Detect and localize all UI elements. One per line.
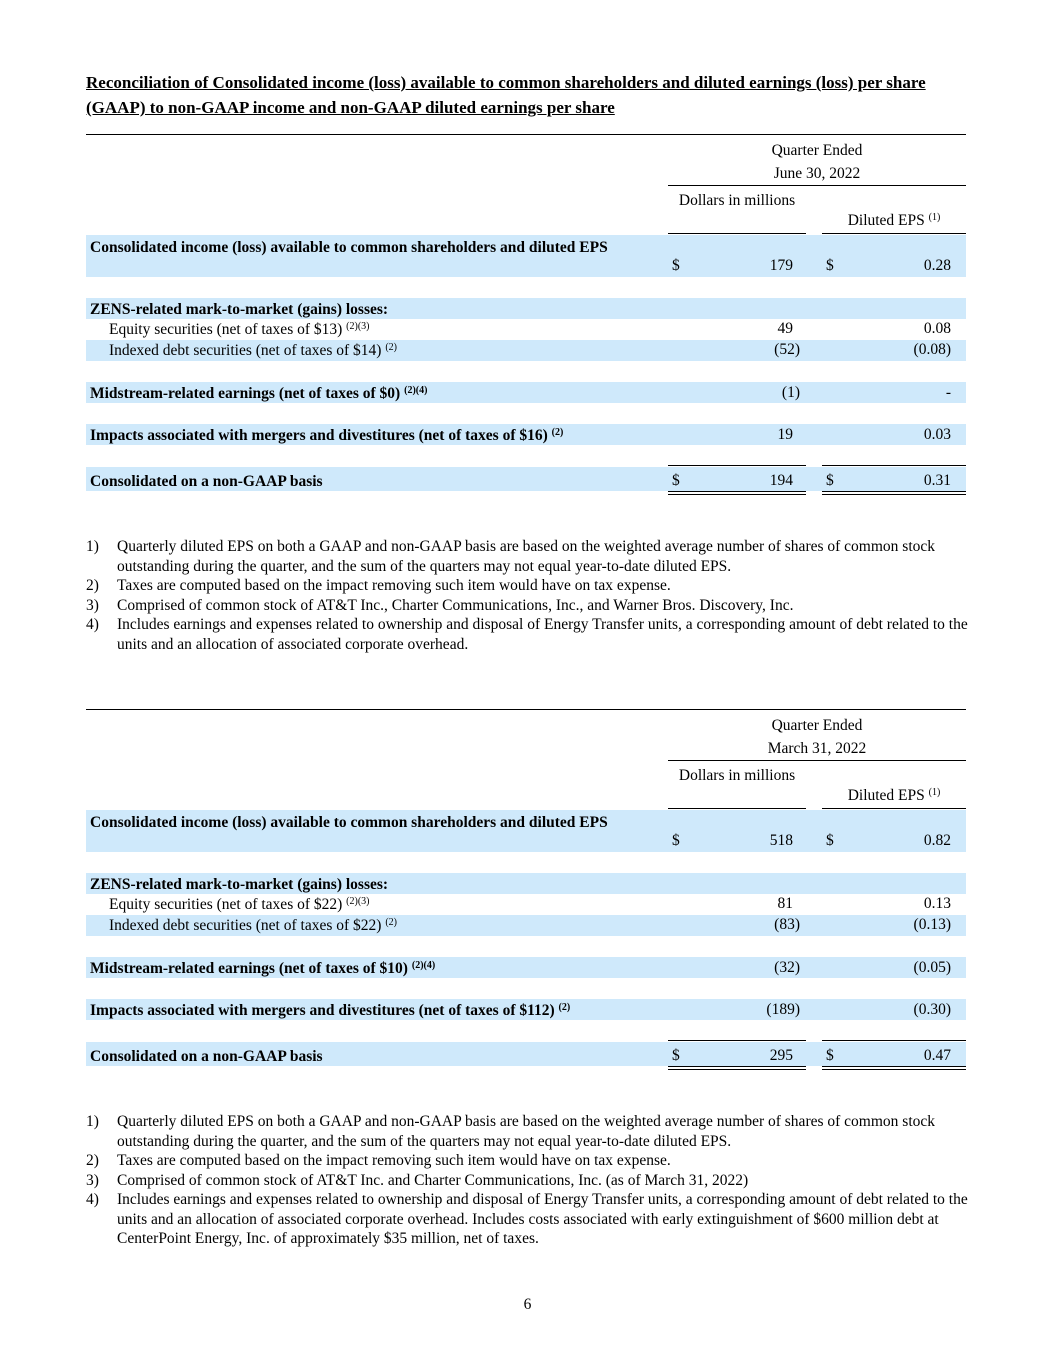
currency-symbol: $ xyxy=(672,832,680,849)
currency-symbol: $ xyxy=(826,1047,834,1064)
table-top-rule xyxy=(86,134,966,135)
footnote: 1) Quarterly diluted EPS on both a GAAP and non-GAAP basis are based on the weighted average number of shares of common stock outstanding during the quarter, and the sum of the quarters may not equal year-to-date diluted EPS. xyxy=(86,1113,936,1150)
col-dollars-header: Dollars in millions xyxy=(678,192,796,209)
footnote: 3) Comprised of common stock of AT&T Inc., Charter Communications, Inc., and Warner Bros. Discovery, Inc. xyxy=(86,596,794,614)
col-eps-header: Diluted EPS $^{(1)}$ xyxy=(847,787,941,804)
midstream-dollars: (1) xyxy=(781,384,800,401)
col-eps-header: Diluted EPS $^{(1)}$ xyxy=(847,212,941,229)
indexed-debt-eps: (0.08) xyxy=(913,341,951,358)
period-label: Quarter Ended xyxy=(771,142,863,159)
footnote: 4) Includes earnings and expenses related to ownership and disposal of Energy Transfer units, a corresponding amount of debt related to the units and an allocation of associated corporate overhead. xyxy=(86,616,968,653)
consolidated-income-label: Consolidated income (loss) available to common shareholders and diluted EPS xyxy=(90,239,608,256)
table-top-rule xyxy=(86,709,966,710)
indexed-debt-dollars: (52) xyxy=(774,341,800,358)
zens-header-label: ZENS-related mark-to-market (gains) losses: xyxy=(90,301,389,318)
currency-symbol: $ xyxy=(672,1047,680,1064)
midstream-eps: (0.05) xyxy=(913,959,951,976)
currency-symbol: $ xyxy=(826,257,834,274)
total-double-rule xyxy=(822,491,966,495)
non-gaap-label: Consolidated on a non-GAAP basis xyxy=(90,1048,323,1065)
col-eps-underline xyxy=(822,233,966,234)
non-gaap-label: Consolidated on a non-GAAP basis xyxy=(90,473,323,490)
period-label: Quarter Ended xyxy=(771,717,863,734)
total-double-rule xyxy=(668,491,806,495)
non-gaap-dollars: 194 xyxy=(769,472,793,489)
midstream-label: Midstream-related earnings (net of taxes of $10) $^{(2)(4)}$ xyxy=(90,960,436,977)
midstream-label: Midstream-related earnings (net of taxes of $0) $^{(2)(4)}$ xyxy=(90,385,428,402)
period-underline xyxy=(668,185,966,186)
indexed-debt-label: Indexed debt securities (net of taxes of $22) $^{(2)}$ xyxy=(109,917,397,934)
currency-symbol: $ xyxy=(826,832,834,849)
equity-securities-eps: 0.13 xyxy=(923,895,951,912)
zens-header-label: ZENS-related mark-to-market (gains) losses: xyxy=(90,876,389,893)
midstream-dollars: (32) xyxy=(774,959,800,976)
currency-symbol: $ xyxy=(672,472,680,489)
impacts-mergers-eps: (0.30) xyxy=(913,1001,951,1018)
impacts-mergers-dollars: 19 xyxy=(777,426,793,443)
equity-securities-label: Equity securities (net of taxes of $22) $^{(2)(3)}$ xyxy=(109,896,370,913)
impacts-mergers-eps: 0.03 xyxy=(923,426,951,443)
page-title: Reconciliation of Consolidated income (loss) available to common shareholders and diluted earnings (loss) per share (GAAP) to non-GAAP income and non-GAAP diluted earnings per share xyxy=(86,73,926,117)
footnote: 2) Taxes are computed based on the impact removing such item would have on tax expense. xyxy=(86,1152,671,1169)
consolidated-income-eps: 0.28 xyxy=(923,257,951,274)
non-gaap-dollars: 295 xyxy=(769,1047,793,1064)
col-dollars-underline xyxy=(668,233,806,234)
non-gaap-eps: 0.47 xyxy=(923,1047,951,1064)
midstream-eps: - xyxy=(945,384,951,401)
total-top-rule xyxy=(668,465,806,466)
footnotes-q2 xyxy=(86,537,976,654)
indexed-debt-eps: (0.13) xyxy=(913,916,951,933)
consolidated-income-eps: 0.82 xyxy=(923,832,951,849)
col-dollars-header: Dollars in millions xyxy=(678,767,796,784)
equity-securities-dollars: 81 xyxy=(777,895,793,912)
equity-securities-eps: 0.08 xyxy=(923,320,951,337)
total-top-rule xyxy=(822,465,966,466)
impacts-mergers-label: Impacts associated with mergers and divestitures (net of taxes of $112) $^{(2)}$ xyxy=(90,1002,571,1019)
consolidated-income-label: Consolidated income (loss) available to common shareholders and diluted EPS xyxy=(90,814,608,831)
currency-symbol: $ xyxy=(672,257,680,274)
total-top-rule xyxy=(822,1040,966,1041)
period-underline xyxy=(668,760,966,761)
page-number: 6 xyxy=(523,1296,532,1313)
footnote: 4) Includes earnings and expenses related to ownership and disposal of Energy Transfer units, a corresponding amount of debt related to the units and an allocation of associated corporate overhead. Includes costs associated with early extinguishment of $600 million debt at CenterPoint Energy, Inc. of approximately $35 million, net of taxes. xyxy=(86,1191,968,1247)
impacts-mergers-dollars: (189) xyxy=(766,1001,800,1018)
footnote: 3) Comprised of common stock of AT&T Inc. and Charter Communications, Inc. (as of March 31, 2022) xyxy=(86,1171,749,1189)
total-double-rule xyxy=(822,1066,966,1070)
consolidated-income-dollars: 179 xyxy=(769,257,793,274)
indexed-debt-label: Indexed debt securities (net of taxes of $14) $^{(2)}$ xyxy=(109,342,397,359)
non-gaap-eps: 0.31 xyxy=(923,472,951,489)
currency-symbol: $ xyxy=(826,472,834,489)
equity-securities-dollars: 49 xyxy=(777,320,793,337)
footnotes-q1 xyxy=(86,1112,976,1249)
total-double-rule xyxy=(668,1066,806,1070)
consolidated-income-dollars: 518 xyxy=(769,832,793,849)
footnote: 2) Taxes are computed based on the impact removing such item would have on tax expense. xyxy=(86,577,671,594)
col-eps-underline xyxy=(822,808,966,809)
col-dollars-underline xyxy=(668,808,806,809)
equity-securities-label: Equity securities (net of taxes of $13) $^{(2)(3)}$ xyxy=(109,321,370,338)
impacts-mergers-label: Impacts associated with mergers and divestitures (net of taxes of $16) $^{(2)}$ xyxy=(90,427,564,444)
footnote: 1) Quarterly diluted EPS on both a GAAP and non-GAAP basis are based on the weighted average number of shares of common stock outstanding during the quarter, and the sum of the quarters may not equal year-to-date diluted EPS. xyxy=(86,538,936,575)
period-date: March 31, 2022 xyxy=(767,740,867,757)
indexed-debt-dollars: (83) xyxy=(774,916,800,933)
total-top-rule xyxy=(668,1040,806,1041)
period-date: June 30, 2022 xyxy=(773,165,861,182)
